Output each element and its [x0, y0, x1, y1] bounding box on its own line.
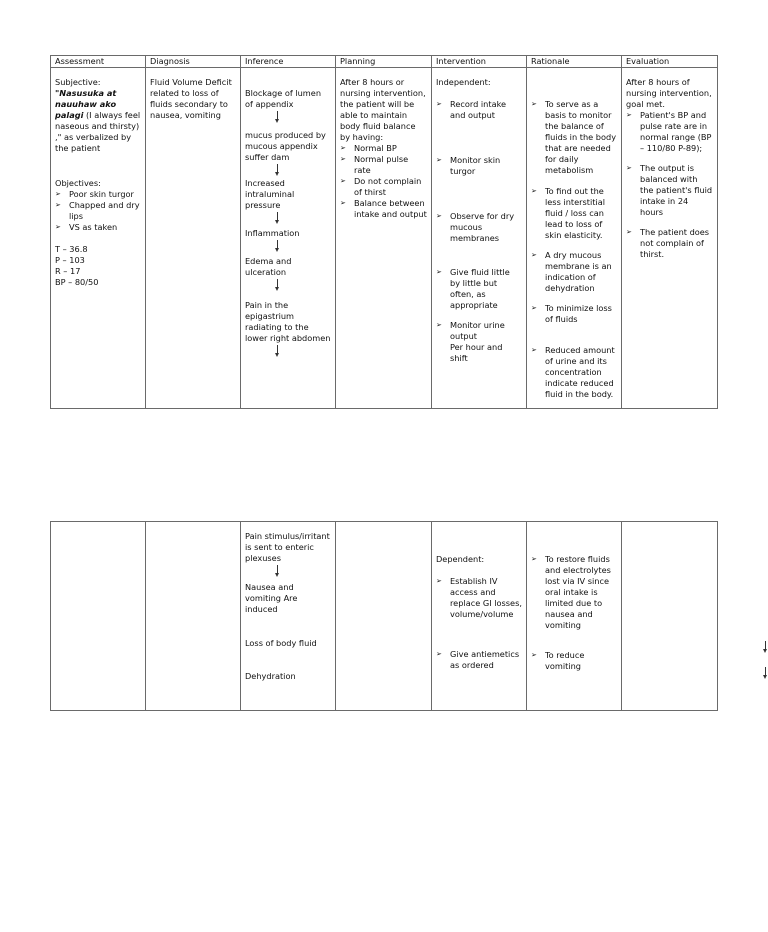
header-rationale: Rationale [527, 56, 622, 68]
list-item: ➢ Give fluid little by little but often, as appropriate [436, 267, 522, 311]
header-planning: Planning [336, 56, 432, 68]
list-item: ➢ Observe for dry mucous membranes [436, 211, 522, 244]
list-item: ➢ Normal BP [340, 143, 427, 154]
list-item: ➢ Monitor skin turgor [436, 155, 522, 177]
vital-pulse: P – 103 [55, 255, 85, 265]
list-item: ➢ Establish IV access and replace GI losses, volume/volume [436, 576, 522, 620]
inference-step: Edema and ulceration [245, 256, 292, 277]
vital-temperature: T – 36.8 [55, 244, 88, 254]
down-arrow-icon [245, 278, 331, 300]
inference-step: Inflammation [245, 228, 300, 238]
header-diagnosis: Diagnosis [146, 56, 241, 68]
inference-step: Pain in the epigastrium radiating to the lower right abdomen [245, 300, 331, 343]
down-arrow-icon [245, 564, 331, 582]
intervention-extra: Per hour and shift [450, 342, 503, 363]
header-assessment: Assessment [51, 56, 146, 68]
list-item: ➢ To reduce vomiting [531, 650, 617, 672]
intervention-cell [432, 68, 527, 409]
evaluation-cell [622, 522, 718, 711]
intervention-label: Dependent: [436, 554, 485, 564]
inference-step: Dehydration [245, 671, 296, 681]
vital-respiration: R – 17 [55, 266, 81, 276]
intervention-label: Independent: [436, 77, 491, 87]
list-item: ➢ To restore fluids and electrolytes lost via IV since oral intake is limited due to nausea and vomiting [531, 554, 617, 631]
table-row [51, 68, 718, 409]
inference-step: Pain stimulus/irritant is sent to enteric plexuses [245, 531, 330, 563]
intervention-list [436, 99, 522, 342]
inference-step: Loss of body fluid [245, 638, 317, 648]
down-arrow-icon [245, 163, 331, 178]
planning-cell [336, 68, 432, 409]
list-item: ➢ Monitor urine output [436, 320, 522, 342]
rationale-cell [527, 68, 622, 409]
care-plan-table-page2 [50, 521, 718, 711]
inference-cell [241, 68, 336, 409]
list-item: ➢ Normal pulse rate [340, 154, 427, 176]
objectives-list [55, 189, 141, 233]
list-item: ➢ VS as taken [55, 222, 141, 233]
intervention-list [436, 576, 522, 671]
diagnosis-cell [146, 522, 241, 711]
subjective-quote: "Nasusuka at nauuhaw ako palagi [55, 88, 117, 120]
planning-cell [336, 522, 432, 711]
evaluation-intro: After 8 hours of nursing intervention, goal met. [626, 77, 712, 109]
inference-step: mucus produced by mucous appendix suffer dam [245, 130, 326, 162]
list-item: ➢ Patient's BP and pulse rate are in normal range (BP – 110/80 P-89); [626, 110, 713, 154]
planning-list [340, 143, 427, 220]
list-item: ➢ Do not complain of thirst [340, 176, 427, 198]
rationale-list [531, 99, 617, 400]
assessment-cell [51, 522, 146, 711]
list-item: ➢ Give antiemetics as ordered [436, 649, 522, 671]
care-plan-table-page1 [50, 55, 718, 409]
assessment-cell [51, 68, 146, 409]
inference-step: Increased intraluminal pressure [245, 178, 295, 210]
inference-step: Nausea and vomiting Are induced [245, 582, 298, 614]
down-arrow-icon [245, 239, 331, 256]
list-item: ➢ To minimize loss of fluids [531, 303, 617, 325]
evaluation-list [626, 110, 713, 260]
list-item: ➢ Poor skin turgor [55, 189, 141, 200]
subjective-label: Subjective: [55, 77, 101, 87]
header-row [51, 56, 718, 68]
down-arrow-icon [763, 641, 768, 655]
rationale-list [531, 554, 617, 672]
subjective-translation: (I always feel naseous and thirsty) ," as verbalized by the patient [55, 110, 141, 153]
header-intervention: Intervention [432, 56, 527, 68]
vital-blood-pressure: BP – 80/50 [55, 277, 99, 287]
intervention-cell [432, 522, 527, 711]
inference-cell [241, 522, 336, 711]
list-item: ➢ Balance between intake and output [340, 198, 427, 220]
list-item: ➢ The patient does not complain of thirst. [626, 227, 713, 260]
down-arrow-icon [245, 211, 331, 228]
table-row [51, 522, 718, 711]
rationale-cell [527, 522, 622, 711]
list-item: ➢ Reduced amount of urine and its concentration indicate reduced fluid in the body. [531, 345, 617, 400]
down-arrow-icon [245, 344, 331, 356]
diagnosis-text: Fluid Volume Deficit related to loss of fluids secondary to nausea, vomiting [150, 77, 232, 120]
subjective-statement [55, 88, 141, 154]
down-arrow-icon [763, 667, 768, 681]
evaluation-cell [622, 68, 718, 409]
down-arrow-icon [245, 110, 331, 130]
list-item: ➢ To serve as a basis to monitor the balance of fluids in the body that are needed for daily metabolism [531, 99, 617, 176]
list-item: ➢ To find out the less interstitial fluid / loss can lead to loss of skin elasticity. [531, 186, 617, 241]
list-item: ➢ Record intake and output [436, 99, 522, 121]
list-item: ➢ The output is balanced with the patient's fluid intake in 24 hours [626, 163, 713, 218]
header-inference: Inference [241, 56, 336, 68]
inference-step: Blockage of lumen of appendix [245, 88, 322, 109]
planning-intro: After 8 hours or nursing intervention, the patient will be able to maintain body fluid balance by having: [340, 77, 426, 142]
header-evaluation: Evaluation [622, 56, 718, 68]
list-item: ➢ A dry mucous membrane is an indication of dehydration [531, 250, 617, 294]
list-item: ➢ Chapped and dry lips [55, 200, 141, 222]
objectives-label: Objectives: [55, 178, 101, 188]
diagnosis-cell [146, 68, 241, 409]
